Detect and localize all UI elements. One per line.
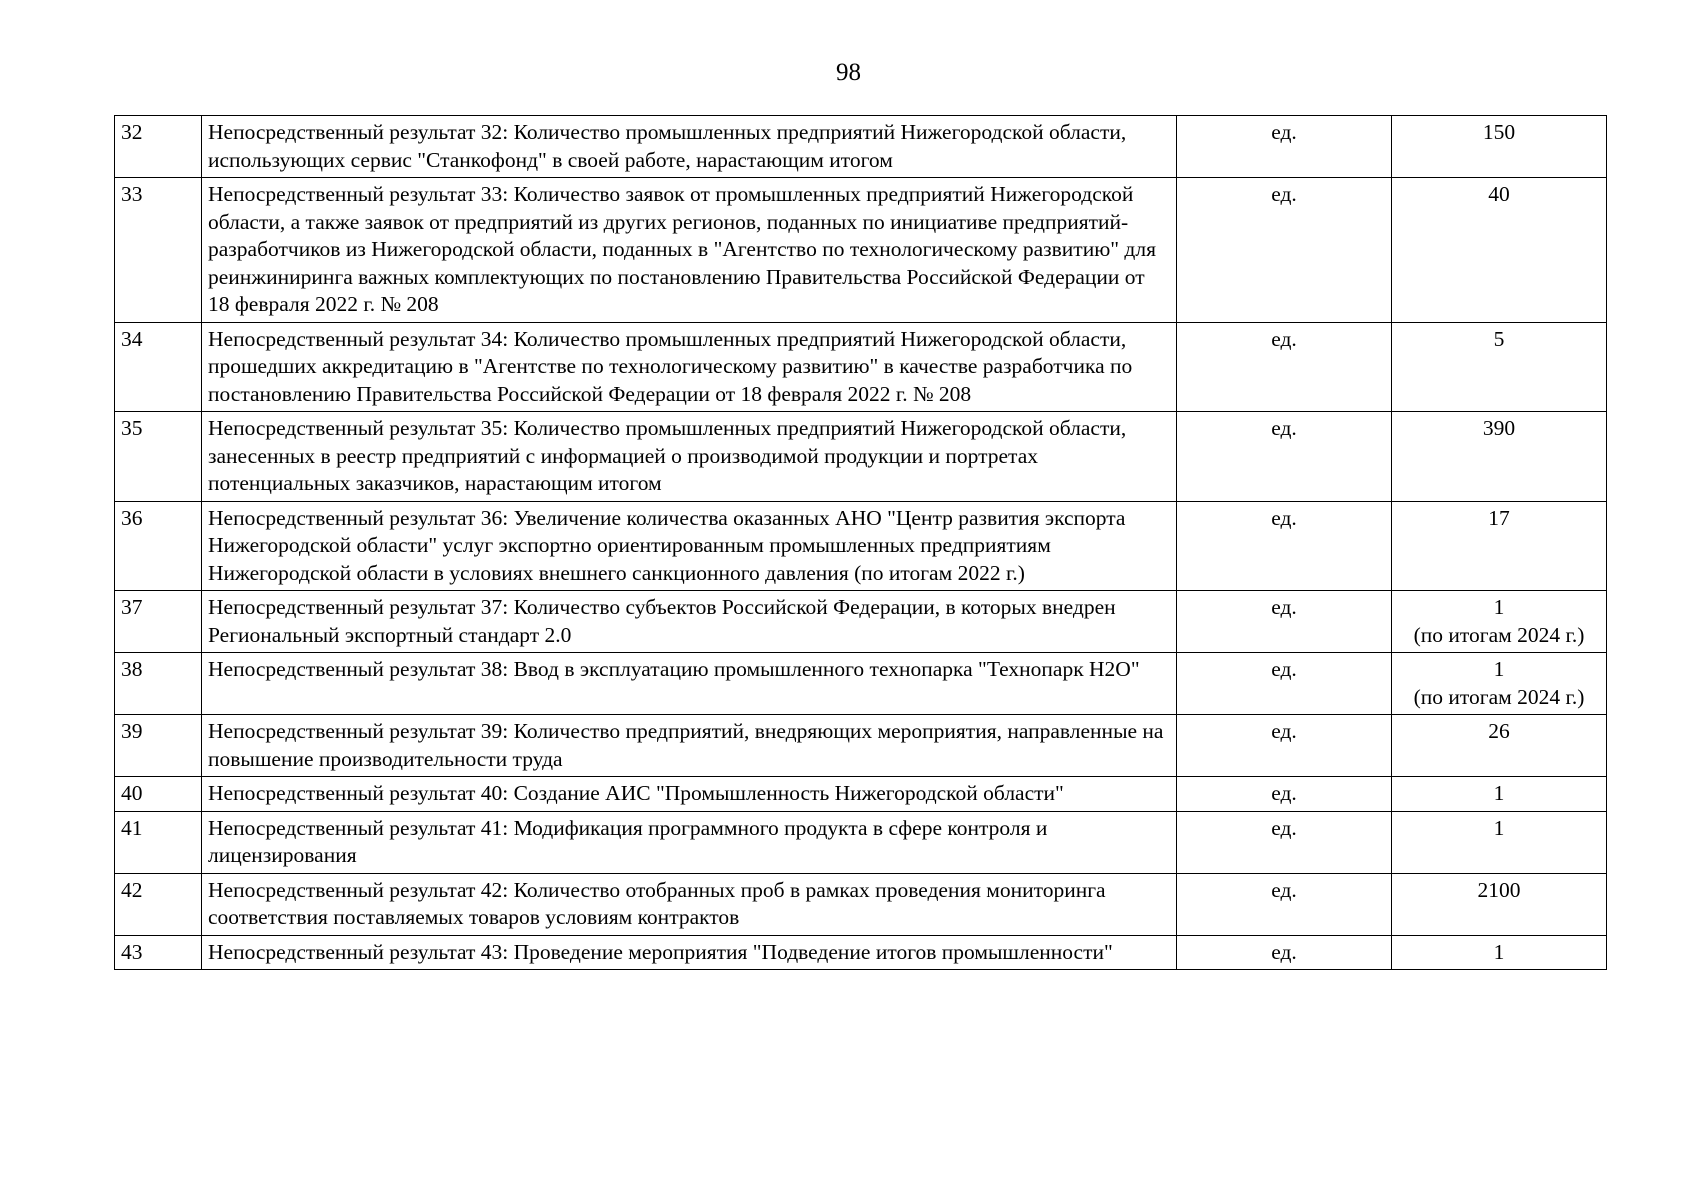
unit-of-measure: ед. bbox=[1177, 935, 1392, 970]
row-number: 32 bbox=[115, 116, 202, 178]
result-description: Непосредственный результат 35: Количество промышленных предприятий Нижегородской области, занесенных в реестр предприятий с информацией о производимой продукции и портретах потенциальных заказчиков, нарастающим итогом bbox=[202, 412, 1177, 502]
target-value-cell bbox=[1392, 591, 1607, 653]
table-row bbox=[115, 653, 1607, 715]
target-value-cell bbox=[1392, 811, 1607, 873]
result-description: Непосредственный результат 36: Увеличение количества оказанных АНО "Центр развития экспорта Нижегородской области" услуг экспортно ориентированным промышленных предприятиям Нижегородской области в условиях внешнего санкционного давления (по итогам 2022 г.) bbox=[202, 501, 1177, 591]
target-value: 1 bbox=[1493, 781, 1505, 805]
target-value-cell bbox=[1392, 935, 1607, 970]
row-number: 39 bbox=[115, 715, 202, 777]
target-value: 1 bbox=[1493, 657, 1505, 681]
results-table bbox=[114, 115, 1607, 970]
row-number: 38 bbox=[115, 653, 202, 715]
results-table-body bbox=[115, 116, 1607, 970]
unit-of-measure: ед. bbox=[1177, 873, 1392, 935]
result-description: Непосредственный результат 34: Количество промышленных предприятий Нижегородской области, прошедших аккредитацию в "Агентстве по технологическому развитию" в качестве разработчика по постановлению Правительства Российской Федерации от 18 февраля 2022 г. № 208 bbox=[202, 322, 1177, 412]
result-description: Непосредственный результат 33: Количество заявок от промышленных предприятий Нижегородской области, а также заявок от предприятий из других регионов, поданных по инициативе предприятий-разработчиков из Нижегородской области, поданных в "Агентство по технологическому развитию" для реинжиниринга важных комплектующих по постановлению Правительства Российской Федерации от 18 февраля 2022 г. № 208 bbox=[202, 178, 1177, 323]
result-description: Непосредственный результат 42: Количество отобранных проб в рамках проведения мониторинга соответствия поставляемых товаров условиям контрактов bbox=[202, 873, 1177, 935]
target-value-cell bbox=[1392, 715, 1607, 777]
table-row bbox=[115, 412, 1607, 502]
unit-of-measure: ед. bbox=[1177, 653, 1392, 715]
result-description: Непосредственный результат 43: Проведение мероприятия "Подведение итогов промышленности" bbox=[202, 935, 1177, 970]
unit-of-measure: ед. bbox=[1177, 178, 1392, 323]
target-value-cell bbox=[1392, 322, 1607, 412]
table-row bbox=[115, 322, 1607, 412]
target-value-cell bbox=[1392, 178, 1607, 323]
target-value: 40 bbox=[1488, 182, 1510, 206]
target-value: 1 bbox=[1493, 815, 1505, 840]
target-value: 1 bbox=[1493, 595, 1505, 619]
target-value: 390 bbox=[1482, 416, 1516, 440]
page-number: 98 bbox=[836, 59, 861, 86]
target-value: 1 bbox=[1493, 939, 1505, 964]
target-value-cell bbox=[1392, 116, 1607, 178]
table-row bbox=[115, 811, 1607, 873]
table-row bbox=[115, 715, 1607, 777]
unit-of-measure: ед. bbox=[1177, 116, 1392, 178]
table-row bbox=[115, 873, 1607, 935]
result-description: Непосредственный результат 39: Количество предприятий, внедряющих мероприятия, направленные на повышение производительности труда bbox=[202, 715, 1177, 777]
target-value: 17 bbox=[1488, 505, 1510, 530]
target-value-cell bbox=[1392, 501, 1607, 591]
target-value: 26 bbox=[1488, 719, 1510, 743]
table-row bbox=[115, 116, 1607, 178]
result-description: Непосредственный результат 40: Создание АИС "Промышленность Нижегородской области" bbox=[202, 777, 1177, 812]
target-value: 2100 bbox=[1477, 877, 1521, 902]
table-row bbox=[115, 178, 1607, 323]
table-row bbox=[115, 501, 1607, 591]
row-number: 35 bbox=[115, 412, 202, 502]
table-row bbox=[115, 777, 1607, 812]
result-description: Непосредственный результат 41: Модификация программного продукта в сфере контроля и лицензирования bbox=[202, 811, 1177, 873]
unit-of-measure: ед. bbox=[1177, 501, 1392, 591]
row-number: 34 bbox=[115, 322, 202, 412]
unit-of-measure: ед. bbox=[1177, 591, 1392, 653]
row-number: 37 bbox=[115, 591, 202, 653]
result-description: Непосредственный результат 38: Ввод в эксплуатацию промышленного технопарка "Технопарк H2O" bbox=[202, 653, 1177, 715]
target-value-cell bbox=[1392, 412, 1607, 502]
target-value: 150 bbox=[1482, 120, 1516, 144]
row-number: 36 bbox=[115, 501, 202, 591]
unit-of-measure: ед. bbox=[1177, 777, 1392, 812]
unit-of-measure: ед. bbox=[1177, 811, 1392, 873]
target-value-note: (по итогам 2024 г.) bbox=[1413, 622, 1585, 647]
row-number: 43 bbox=[115, 935, 202, 970]
target-value-cell bbox=[1392, 653, 1607, 715]
row-number: 40 bbox=[115, 777, 202, 812]
result-description: Непосредственный результат 37: Количество субъектов Российской Федерации, в которых внедрен Региональный экспортный стандарт 2.0 bbox=[202, 591, 1177, 653]
table-row bbox=[115, 935, 1607, 970]
target-value: 5 bbox=[1493, 326, 1505, 351]
unit-of-measure: ед. bbox=[1177, 412, 1392, 502]
row-number: 41 bbox=[115, 811, 202, 873]
table-row bbox=[115, 591, 1607, 653]
row-number: 42 bbox=[115, 873, 202, 935]
unit-of-measure: ед. bbox=[1177, 715, 1392, 777]
row-number: 33 bbox=[115, 178, 202, 323]
target-value-cell bbox=[1392, 873, 1607, 935]
target-value-cell bbox=[1392, 777, 1607, 812]
unit-of-measure: ед. bbox=[1177, 322, 1392, 412]
result-description: Непосредственный результат 32: Количество промышленных предприятий Нижегородской области, использующих сервис "Станкофонд" в своей работе, нарастающим итогом bbox=[202, 116, 1177, 178]
target-value-note: (по итогам 2024 г.) bbox=[1413, 684, 1585, 709]
